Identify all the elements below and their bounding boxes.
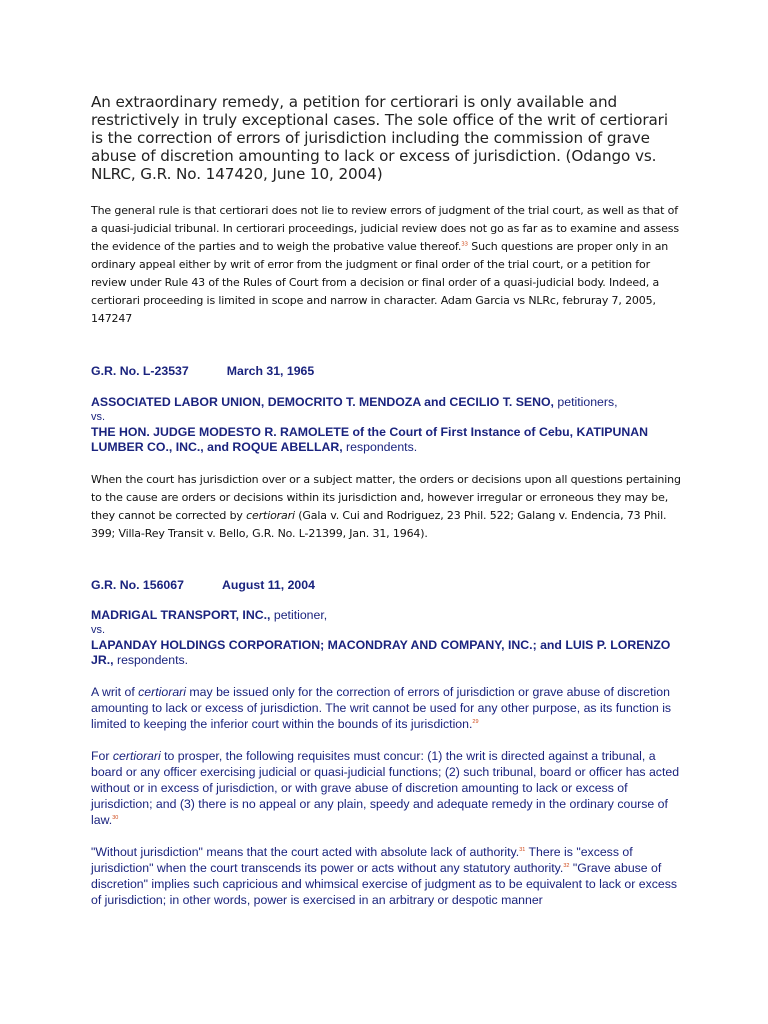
case2-respondents: LAPANDAY HOLDINGS CORPORATION; MACONDRAY AND COMPANY, INC.; and LUIS P. LORENZO JR., bbox=[91, 638, 671, 667]
footnote-marker: 31 bbox=[519, 846, 526, 853]
case2-respondents-role: respondents. bbox=[113, 653, 189, 667]
case2-p1-text-a: A writ of bbox=[91, 685, 139, 699]
case2-p2-italic: certiorari bbox=[112, 749, 161, 763]
case2-date: August 11, 2004 bbox=[221, 578, 315, 592]
case1-petitioners-role: petitioners, bbox=[553, 395, 618, 409]
case2-paragraph-1 bbox=[91, 684, 683, 732]
case1-heading bbox=[91, 364, 683, 378]
case1-respondents: THE HON. JUDGE MODESTO R. RAMOLETE of the Court of First Instance of Cebu, KATIPUNAN LUMBER CO., INC., and ROQUE ABELLAR, bbox=[91, 425, 649, 454]
case2-p3-text-c: "Grave abuse of discretion" implies such capricious and whimsical exercise of judgment as to be equivalent to lack or excess of jurisdiction; in other words, power is exercised in an arbitrary or despotic manner bbox=[91, 861, 678, 907]
case2-p3-text-a: "Without jurisdiction" means that the court acted with absolute lack of authority. bbox=[91, 845, 520, 859]
footnote-marker: 33 bbox=[461, 241, 468, 248]
case2-vs: vs. bbox=[91, 624, 106, 636]
case2-paragraph-2 bbox=[91, 748, 683, 828]
case2-parties bbox=[91, 608, 683, 668]
case2-gr-number: G.R. No. 156067 bbox=[91, 578, 184, 592]
case2-petitioner-role: petitioner, bbox=[270, 608, 328, 622]
case2-heading bbox=[91, 578, 683, 592]
case2-p1-italic: certiorari bbox=[138, 685, 186, 699]
case1-vs: vs. bbox=[91, 411, 106, 423]
case1-gr-number: G.R. No. L-23537 bbox=[91, 364, 189, 378]
case2-petitioner: MADRIGAL TRANSPORT, INC., bbox=[91, 608, 271, 622]
case2-p3-text-b: There is "excess of jurisdiction" when the court transcends its power or acts without any statutory authority. bbox=[91, 845, 633, 875]
footnote-marker: 32 bbox=[563, 862, 570, 869]
case1-holding bbox=[91, 471, 683, 543]
case1-date: March 31, 1965 bbox=[226, 364, 315, 378]
case1-respondents-role: respondents. bbox=[342, 440, 418, 454]
ruling-text-b: Such questions are proper only in an ordinary appeal either by writ of error from the judgment or final order of the trial court, or a petition for review under Rule 43 of the Rules of Court from a decision or final order of a quasi-judicial body. Indeed, a certiorari proceeding is limited in scope and narrow in character. Adam Garcia vs NLRc, februray 7, 2005, 147247 bbox=[91, 240, 669, 325]
case1-parties bbox=[91, 395, 683, 455]
footnote-marker: 30 bbox=[112, 814, 119, 821]
case2-paragraph-3 bbox=[91, 844, 683, 908]
footnote-marker: 29 bbox=[472, 718, 479, 725]
case1-holding-italic: certiorari bbox=[246, 509, 295, 522]
case2-p1-text-b: may be issued only for the correction of errors of jurisdiction or grave abuse of discretion amounting to lack or excess of jurisdiction. The writ cannot be used for any other purpose, as its function is limited to keeping the inferior court within the bounds of its jurisdiction. bbox=[91, 685, 672, 731]
ruling-text-a: The general rule is that certiorari does not lie to review errors of judgment of the trial court, as well as that of a quasi-judicial tribunal. In certiorari proceedings, judicial review does not go as far as to examine and assess the evidence of the parties and to weigh the probative value thereof. bbox=[91, 204, 679, 253]
case2-p2-text-a: For bbox=[91, 749, 113, 763]
case2-p2-text-b: to prosper, the following requisites must concur: (1) the writ is directed against a tribunal, a board or any officer exercising judicial or quasi-judicial functions; (2) such tribunal, board or officer has acted without or in excess of jurisdiction, or with grave abuse of discretion amounting to lack or excess of jurisdiction; and (3) there is no appeal or any plain, speedy and adequate remedy in the ordinary course of law. bbox=[91, 749, 680, 827]
case1-holding-b: (Gala v. Cui and Rodriguez, 23 Phil. 522; Galang v. Endencia, 73 Phil. 399; Villa-Rey Transit v. Bello, G.R. No. L-21399, Jan. 31, 1964). bbox=[91, 509, 667, 540]
intro-paragraph: An extraordinary remedy, a petition for certiorari is only available and restrictively in truly exceptional cases. The sole office of the writ of certiorari is the correction of errors of jurisdiction including the commission of grave abuse of discretion amounting to lack or excess of jurisdiction. (Odango vs. NLRC, G.R. No. 147420, June 10, 2004) bbox=[91, 93, 668, 183]
document-page bbox=[91, 93, 683, 908]
case1-holding-a: When the court has jurisdiction over or a subject matter, the orders or decisions upon all questions pertaining to the cause are orders or decisions within its jurisdiction and, however irregular or erroneous they may be, they cannot be corrected by bbox=[91, 473, 681, 522]
case1-petitioners: ASSOCIATED LABOR UNION, DEMOCRITO T. MENDOZA and CECILIO T. SENO, bbox=[91, 395, 554, 409]
ruling-paragraph bbox=[91, 202, 683, 328]
